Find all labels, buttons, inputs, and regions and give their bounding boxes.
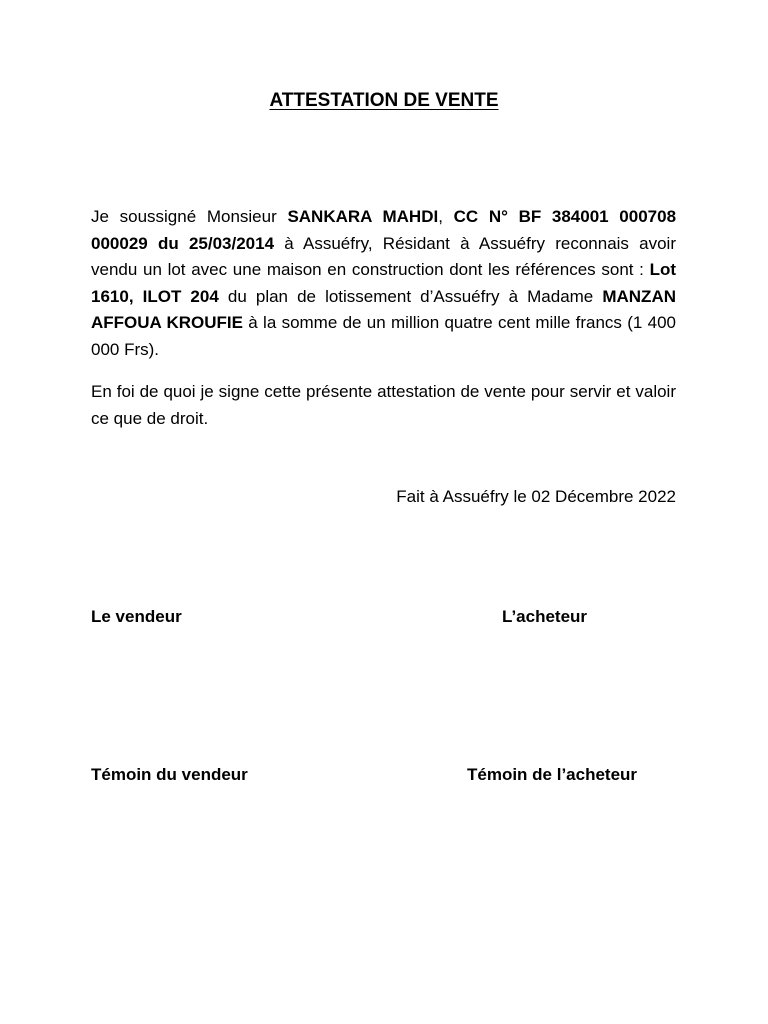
closing-paragraph: En foi de quoi je signe cette présente attestation de vente pour servir et valoir ce que de droit. — [91, 382, 676, 428]
declaration-text-2: , — [438, 207, 454, 226]
seller-witness-signature-label: Témoin du vendeur — [91, 765, 248, 784]
declaration-text-5: à la somme de un million quatre cent mille francs (1 400 000 Frs). — [91, 313, 676, 359]
declaration-text-3: à Assuéfry, Résidant à Assuéfry reconnais avoir vendu un lot avec une maison en construction dont les références sont : — [91, 233, 676, 280]
seller-name: SANKARA MAHDI — [287, 207, 439, 226]
declaration-text-1: Je soussigné Monsieur — [91, 207, 288, 226]
declaration-text-4: du plan de lotissement d’Assuéfry à Madame — [218, 286, 603, 306]
place-and-date: Fait à Assuéfry le 02 Décembre 2022 — [396, 487, 676, 506]
document-title: ATTESTATION DE VENTE — [269, 90, 499, 111]
buyer-witness-signature-label: Témoin de l’acheteur — [467, 765, 638, 784]
seller-id-reference: CC N° BF 384001 000708 000029 du 25/03/2014 — [91, 207, 677, 253]
buyer-signature-label: L’acheteur — [502, 607, 588, 626]
seller-signature-label: Le vendeur — [91, 607, 182, 626]
buyer-name: MANZAN AFFOUA KROUFIE — [91, 286, 676, 333]
lot-reference: Lot 1610, ILOT 204 — [91, 260, 676, 306]
sale-declaration-paragraph — [91, 204, 676, 364]
